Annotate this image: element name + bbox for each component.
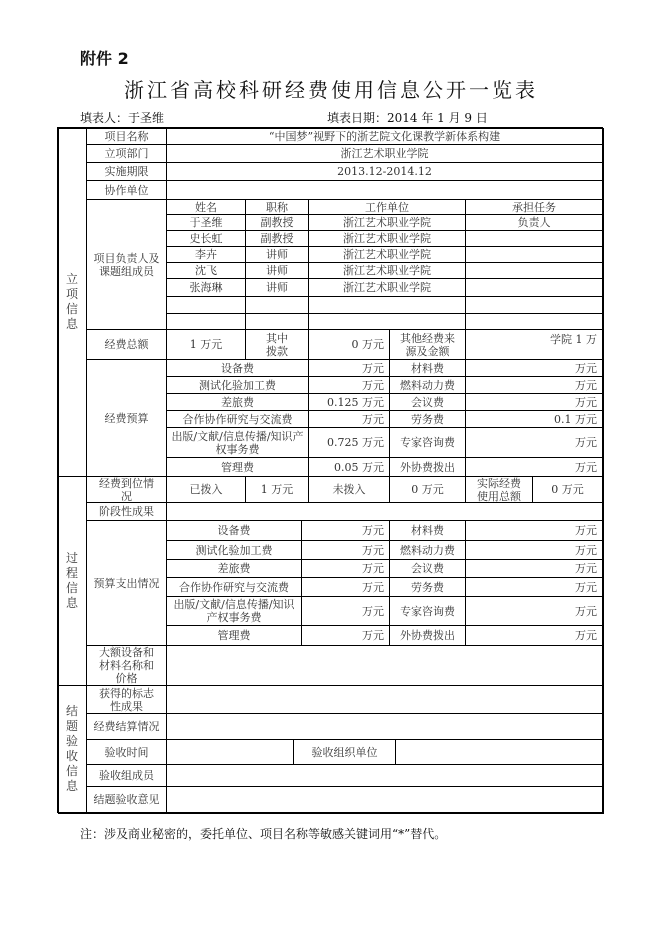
received-label: 已拨入 [166, 476, 246, 503]
section-project-info: 立 项 信 息 [57, 127, 87, 477]
spend-item: 材料费 [389, 520, 466, 541]
budget-item: 差旅费 [166, 393, 309, 411]
section-acceptance-info: 结 题 验 收 信 息 [57, 685, 87, 813]
budget-amount[interactable]: 万元 [465, 376, 603, 394]
spend-item: 合作协作研究与交流费 [166, 577, 302, 597]
pending-value[interactable]: 0 万元 [389, 476, 466, 503]
member-title[interactable]: 讲师 [245, 278, 309, 297]
member-task[interactable] [465, 313, 603, 330]
budget-item: 管理费 [166, 457, 309, 477]
member-title[interactable]: 讲师 [245, 246, 309, 263]
actual-usage-label: 实际经费使用总额 [465, 476, 533, 503]
budget-amount[interactable]: 万元 [465, 457, 603, 477]
member-name[interactable]: 李卉 [166, 246, 246, 263]
budget-amount[interactable]: 0.1 万元 [465, 410, 603, 428]
spend-amount[interactable]: 万元 [301, 625, 390, 646]
member-title[interactable] [245, 296, 309, 314]
spend-amount[interactable]: 万元 [301, 577, 390, 597]
members-header-name: 姓名 [166, 199, 246, 215]
member-name[interactable]: 张海琳 [166, 278, 246, 297]
equipment-value[interactable] [166, 645, 603, 686]
member-unit[interactable]: 浙江艺术职业学院 [308, 230, 466, 247]
member-unit[interactable] [308, 313, 466, 330]
other-funding-value[interactable]: 学院 1 万 [465, 329, 603, 360]
achievement-label: 获得的标志性成果 [86, 685, 167, 714]
spend-amount[interactable]: 万元 [301, 520, 390, 541]
spend-amount[interactable]: 万元 [465, 520, 603, 541]
spend-item: 燃料动力费 [389, 540, 466, 560]
spend-amount[interactable]: 万元 [465, 540, 603, 560]
budget-item: 出版/文献/信息传播/知识产权事务费 [166, 427, 309, 458]
document-title: 浙江省高校科研经费使用信息公开一览表 [124, 78, 538, 102]
spend-item: 出版/文献/信息传播/知识产权事务费 [166, 596, 302, 626]
total-funding-label: 经费总额 [86, 329, 167, 360]
budget-amount[interactable]: 0.125 万元 [308, 393, 390, 411]
budget-item: 外协费拨出 [389, 457, 466, 477]
acceptance-time-value[interactable] [166, 739, 294, 765]
actual-usage-value[interactable]: 0 万元 [532, 476, 603, 503]
budget-item: 测试化验加工费 [166, 376, 309, 394]
fill-date-label: 填表日期：2014 年 1 月 9 日 [327, 111, 488, 125]
budget-label: 经费预算 [86, 359, 167, 477]
budget-item: 会议费 [389, 393, 466, 411]
spend-amount[interactable]: 万元 [465, 577, 603, 597]
member-name[interactable]: 史长虹 [166, 230, 246, 247]
budget-item: 劳务费 [389, 410, 466, 428]
acceptance-opinion-value[interactable] [166, 786, 603, 813]
member-task[interactable]: 负责人 [465, 214, 603, 231]
section-process-info: 过 程 信 息 [57, 476, 87, 686]
settlement-label: 经费结算情况 [86, 713, 167, 740]
period-value[interactable]: 2013.12-2014.12 [166, 162, 603, 181]
period-label: 实施期限 [86, 162, 167, 181]
project-name-value[interactable]: “中国梦”视野下的浙艺院文化课教学新体系构建 [166, 127, 603, 145]
members-header-title: 职称 [245, 199, 309, 215]
budget-item: 燃料动力费 [389, 376, 466, 394]
total-funding-value[interactable]: 1 万元 [166, 329, 246, 360]
member-task[interactable] [465, 230, 603, 247]
stage-results-value[interactable] [166, 502, 603, 521]
budget-amount[interactable]: 万元 [465, 393, 603, 411]
member-unit[interactable] [308, 296, 466, 314]
spend-item: 外协费拨出 [389, 625, 466, 646]
spend-item: 专家咨询费 [389, 596, 466, 626]
budget-item: 材料费 [389, 359, 466, 377]
member-unit[interactable]: 浙江艺术职业学院 [308, 262, 466, 279]
funding-arrival-label: 经费到位情况 [86, 476, 167, 503]
spend-item: 设备费 [166, 520, 302, 541]
acceptance-time-label: 验收时间 [86, 739, 167, 765]
budget-amount[interactable]: 万元 [308, 359, 390, 377]
member-title[interactable]: 副教授 [245, 214, 309, 231]
spend-amount[interactable]: 万元 [465, 596, 603, 626]
spend-item: 会议费 [389, 559, 466, 578]
spend-amount[interactable]: 万元 [301, 559, 390, 578]
acceptance-opinion-label: 结题验收意见 [86, 786, 167, 813]
members-label: 项目负责人及课题组成员 [86, 199, 167, 330]
budget-amount[interactable]: 0.05 万元 [308, 457, 390, 477]
member-task[interactable] [465, 262, 603, 279]
acceptance-org-value[interactable] [395, 739, 603, 765]
budget-item: 专家咨询费 [389, 427, 466, 458]
acceptance-members-label: 验收组成员 [86, 764, 167, 787]
spend-amount[interactable]: 万元 [301, 596, 390, 626]
member-unit[interactable]: 浙江艺术职业学院 [308, 278, 466, 297]
member-name[interactable] [166, 313, 246, 330]
settlement-value[interactable] [166, 713, 603, 740]
other-funding-label: 其他经费来源及金额 [389, 329, 466, 360]
member-name[interactable] [166, 296, 246, 314]
members-header-task: 承担任务 [465, 199, 603, 215]
spending-label: 预算支出情况 [86, 520, 167, 646]
spend-amount[interactable]: 万元 [301, 540, 390, 560]
member-title[interactable]: 讲师 [245, 262, 309, 279]
coop-label: 协作单位 [86, 180, 167, 200]
dept-label: 立项部门 [86, 144, 167, 163]
member-unit[interactable]: 浙江艺术职业学院 [308, 246, 466, 263]
spend-amount[interactable]: 万元 [465, 625, 603, 646]
member-name[interactable]: 于圣维 [166, 214, 246, 231]
allocation-label: 其中拨款 [245, 329, 309, 360]
budget-amount[interactable]: 万元 [465, 427, 603, 458]
achievement-value[interactable] [166, 685, 603, 714]
member-task[interactable] [465, 296, 603, 314]
attachment-label: 附件 2 [80, 49, 129, 68]
equipment-label: 大额设备和材料名称和价格 [86, 645, 167, 686]
acceptance-members-value[interactable] [166, 764, 603, 787]
stage-results-label: 阶段性成果 [86, 502, 167, 521]
budget-amount[interactable]: 万元 [308, 376, 390, 394]
member-task[interactable] [465, 278, 603, 297]
member-title[interactable] [245, 313, 309, 330]
allocation-value[interactable]: 0 万元 [308, 329, 390, 360]
members-header-unit: 工作单位 [308, 199, 466, 215]
spend-item: 差旅费 [166, 559, 302, 578]
spend-item: 劳务费 [389, 577, 466, 597]
filler-label: 填表人：于圣维 [80, 111, 165, 125]
budget-item: 合作协作研究与交流费 [166, 410, 309, 428]
spend-item: 测试化验加工费 [166, 540, 302, 560]
budget-amount[interactable]: 万元 [308, 410, 390, 428]
member-name[interactable]: 沈飞 [166, 262, 246, 279]
member-unit[interactable]: 浙江艺术职业学院 [308, 214, 466, 231]
budget-amount[interactable]: 0.725 万元 [308, 427, 390, 458]
budget-item: 设备费 [166, 359, 309, 377]
dept-value[interactable]: 浙江艺术职业学院 [166, 144, 603, 163]
coop-value[interactable] [166, 180, 603, 200]
spend-amount[interactable]: 万元 [465, 559, 603, 578]
project-name-label: 项目名称 [86, 127, 167, 145]
member-task[interactable] [465, 246, 603, 263]
budget-amount[interactable]: 万元 [465, 359, 603, 377]
pending-label: 未拨入 [308, 476, 390, 503]
spend-item: 管理费 [166, 625, 302, 646]
member-title[interactable]: 副教授 [245, 230, 309, 247]
acceptance-org-label: 验收组织单位 [293, 739, 396, 765]
footnote: 注：涉及商业秘密的，委托单位、项目名称等敏感关键词用“*”替代。 [80, 827, 447, 841]
received-value[interactable]: 1 万元 [245, 476, 309, 503]
